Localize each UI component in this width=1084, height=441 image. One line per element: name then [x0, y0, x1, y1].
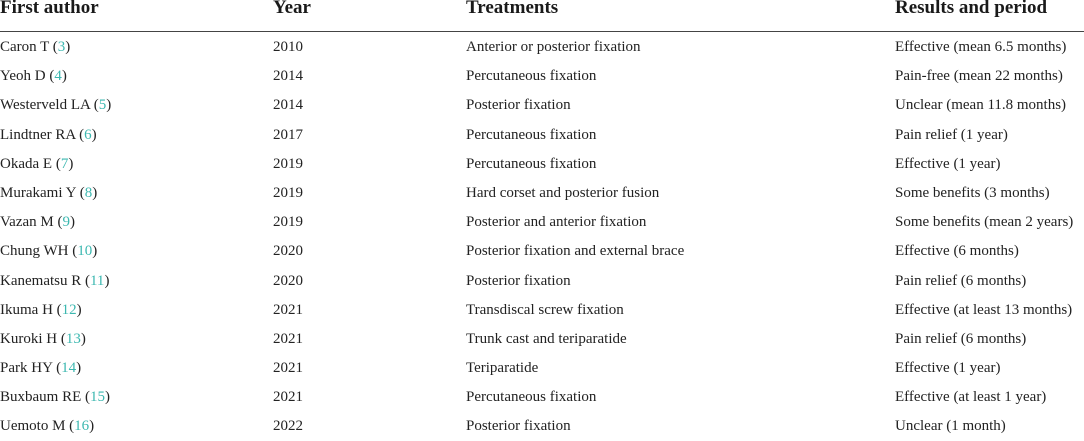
- cell-year: 2021: [273, 360, 303, 377]
- cell-treatment: Posterior fixation: [466, 97, 571, 114]
- table-row: [0, 207, 1084, 236]
- cell-year: 2010: [273, 39, 303, 55]
- cell-first-author: Murakami Y (8): [0, 184, 98, 201]
- cell-year: 2014: [273, 97, 303, 114]
- reference-link[interactable]: 4: [54, 68, 62, 85]
- author-name: Yeoh D: [0, 68, 46, 85]
- cell-year: 2022: [273, 418, 303, 435]
- cell-year: 2021: [273, 301, 303, 318]
- header-results-and-period: Results and period: [895, 0, 1048, 18]
- cell-result: Effective (1 year): [895, 155, 1001, 172]
- table-row: [0, 61, 1084, 90]
- author-name: Kanematsu R: [0, 272, 82, 289]
- cell-first-author: Chung WH (10): [0, 243, 98, 260]
- cell-first-author: Kuroki H (13): [0, 330, 86, 347]
- table-row: [0, 178, 1084, 207]
- cell-treatment: Hard corset and posterior fusion: [466, 184, 660, 201]
- cell-first-author: Okada E (7): [0, 155, 74, 172]
- cell-treatment: Posterior and anterior fixation: [466, 214, 647, 231]
- cell-first-author: Yeoh D (4): [0, 68, 67, 85]
- reference-link[interactable]: 11: [89, 272, 105, 289]
- author-name: Chung WH: [0, 243, 69, 260]
- reference-link[interactable]: 6: [84, 126, 92, 143]
- cell-year: 2019: [273, 184, 303, 201]
- cell-year: 2020: [273, 243, 303, 260]
- reference-link[interactable]: 8: [84, 184, 93, 201]
- table-row: [0, 120, 1084, 149]
- author-name: Murakami Y: [0, 184, 76, 201]
- cell-first-author: Uemoto M (16): [0, 418, 95, 435]
- cell-treatment: Percutaneous fixation: [466, 389, 597, 406]
- header-year: Year: [273, 0, 311, 18]
- cell-result: Some benefits (3 months): [895, 184, 1050, 201]
- cell-year: 2014: [273, 68, 303, 85]
- reference-link[interactable]: 12: [61, 301, 77, 318]
- table-header: [0, 0, 1084, 32]
- cell-result: Effective (1 year): [895, 360, 1001, 377]
- cell-result: Effective (at least 13 months): [895, 301, 1073, 318]
- cell-treatment: Posterior fixation and external brace: [466, 243, 685, 260]
- cell-result: Effective (at least 1 year): [895, 389, 1047, 406]
- cell-treatment: Anterior or posterior fixation: [466, 39, 641, 55]
- reference-link[interactable]: 5: [98, 97, 107, 114]
- cell-treatment: Transdiscal screw fixation: [466, 301, 624, 318]
- cell-result: Pain relief (6 months): [895, 272, 1027, 289]
- reference-link[interactable]: 10: [77, 243, 93, 260]
- table-row: [0, 324, 1084, 353]
- cell-result: Effective (6 months): [895, 243, 1019, 260]
- reference-link[interactable]: 13: [65, 330, 81, 347]
- cell-treatment: Percutaneous fixation: [466, 68, 597, 85]
- cell-year: 2021: [273, 389, 303, 406]
- cell-first-author: Ikuma H (12): [0, 301, 82, 318]
- cell-treatment: Teriparatide: [466, 360, 539, 377]
- cell-result: Some benefits (mean 2 years): [895, 214, 1074, 231]
- author-name: Ikuma H: [0, 301, 53, 318]
- table-row: [0, 266, 1084, 295]
- author-name: Kuroki H: [0, 330, 58, 347]
- author-name: Buxbaum RE: [0, 389, 82, 406]
- reference-link[interactable]: 15: [90, 389, 105, 406]
- cell-result: Pain-free (mean 22 months): [895, 68, 1063, 85]
- author-name: Park HY: [0, 360, 53, 377]
- cell-first-author: Westerveld LA (5): [0, 97, 112, 114]
- cell-result: Unclear (mean 11.8 months): [895, 97, 1067, 114]
- cell-year: 2019: [273, 214, 303, 231]
- reference-link[interactable]: 3: [57, 39, 66, 55]
- author-name: Westerveld LA: [0, 97, 91, 114]
- cell-first-author: Park HY (14): [0, 360, 82, 377]
- cell-first-author: Kanematsu R (11): [0, 272, 110, 289]
- reference-link[interactable]: 14: [61, 360, 77, 377]
- reference-link[interactable]: 7: [60, 155, 69, 172]
- table-row: [0, 149, 1084, 178]
- cell-result: Unclear (1 month): [895, 418, 1006, 435]
- cell-year: 2020: [273, 272, 303, 289]
- table-row: [0, 32, 1084, 61]
- header-first-author: First author: [0, 0, 99, 18]
- author-name: Okada E: [0, 155, 53, 172]
- table-row: [0, 236, 1084, 265]
- table-row: [0, 295, 1084, 324]
- cell-year: 2017: [273, 126, 303, 143]
- author-name: Uemoto M: [0, 418, 66, 435]
- cell-treatment: Posterior fixation: [466, 272, 571, 289]
- reference-link[interactable]: 9: [62, 214, 70, 231]
- table-row: [0, 411, 1084, 440]
- cell-treatment: Percutaneous fixation: [466, 126, 597, 143]
- cell-first-author: Lindtner RA (6): [0, 126, 97, 143]
- author-name: Caron T: [0, 39, 50, 55]
- cell-treatment: Trunk cast and teriparatide: [466, 330, 627, 347]
- cell-first-author: Caron T (3): [0, 39, 71, 55]
- cell-treatment: Posterior fixation: [466, 418, 571, 435]
- cell-year: 2019: [273, 155, 303, 172]
- table-body: [0, 32, 1084, 441]
- cell-first-author: Vazan M (9): [0, 214, 75, 231]
- cell-year: 2021: [273, 330, 303, 347]
- reference-link[interactable]: 16: [74, 418, 90, 435]
- table-row: [0, 90, 1084, 119]
- table-row: [0, 353, 1084, 382]
- author-name: Lindtner RA: [0, 126, 76, 143]
- cell-treatment: Percutaneous fixation: [466, 155, 597, 172]
- table-row: [0, 382, 1084, 411]
- cell-first-author: Buxbaum RE (15): [0, 389, 110, 406]
- cell-result: Effective (mean 6.5 months): [895, 39, 1067, 55]
- cell-result: Pain relief (1 year): [895, 126, 1008, 143]
- cell-result: Pain relief (6 months): [895, 330, 1027, 347]
- header-treatments: Treatments: [466, 0, 559, 18]
- author-name: Vazan M: [0, 214, 54, 231]
